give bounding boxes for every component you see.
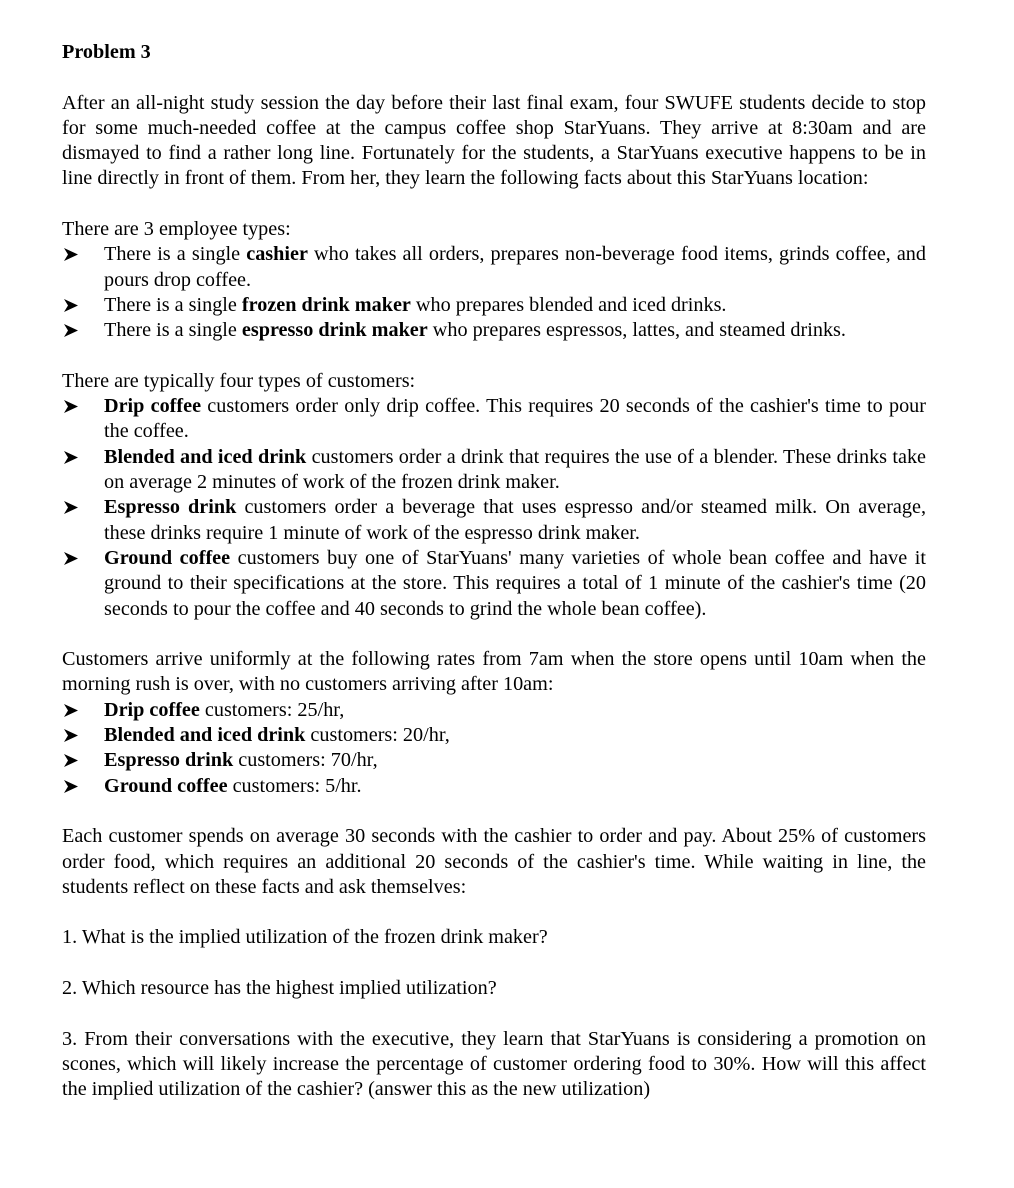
list-item: Ground coffee customers: 5/hr. (62, 774, 926, 799)
list-item: Espresso drink customers order a beverage that uses espresso and/or steamed milk. On average, these drinks require 1 minute of work of the espresso drink maker. (62, 495, 926, 546)
arrow-bullet-icon (64, 723, 84, 748)
question-3: 3. From their conversations with the executive, they learn that StarYuans is considering a promotion on scones, which will likely increase the percentage of customer ordering food to 30%. How will this affect the implied utilization of the cashier? (answer this as the new utilization) (62, 1027, 926, 1101)
arrow-bullet-icon (64, 445, 84, 470)
list-item: Espresso drink customers: 70/hr, (62, 748, 926, 773)
rates-heading: Customers arrive uniformly at the following rates from 7am when the store opens until 10am when the morning rush is over, with no customers arriving after 10am: (62, 648, 926, 696)
document (62, 40, 926, 1102)
arrow-bullet-icon (64, 394, 84, 419)
arrow-bullet-icon (64, 546, 84, 571)
question-2: 2. Which resource has the highest implied utilization? (62, 976, 497, 999)
arrow-bullet-icon (64, 774, 84, 799)
arrow-bullet-icon (64, 242, 84, 267)
cashier-paragraph: Each customer spends on average 30 seconds with the cashier to order and pay. About 25% of customers order food, which requires an additional 20 seconds of the cashier's time. While waiting in line, the students reflect on these facts and ask themselves: (62, 825, 926, 898)
list-item: There is a single espresso drink maker who prepares espressos, lattes, and steamed drinks. (62, 318, 926, 343)
list-item: Blended and iced drink customers: 20/hr, (62, 723, 926, 748)
arrow-bullet-icon (64, 698, 84, 723)
question-1: 1. What is the implied utilization of the frozen drink maker? (62, 926, 548, 949)
intro-paragraph: After an all-night study session the day before their last final exam, four SWUFE students decide to stop for some much-needed coffee at the campus coffee shop StarYuans. They arrive at 8:30am and are dismayed to find a rather long line. Fortunately for the students, a StarYuans executive happens to be in line directly in front of them. From her, they learn the following facts about this StarYuans location: (62, 91, 926, 190)
employees-heading: There are 3 employee types: (62, 218, 291, 241)
list-item: Ground coffee customers buy one of StarYuans' many varieties of whole bean coffee and have it ground to their specifications at the store. This requires a total of 1 minute of the cashier's time (20 seconds to pour the coffee and 40 seconds to grind the whole bean coffee). (62, 546, 926, 622)
problem-title: Problem 3 (62, 41, 151, 63)
list-item: Drip coffee customers: 25/hr, (62, 698, 926, 723)
list-item: Drip coffee customers order only drip coffee. This requires 20 seconds of the cashier's time to pour the coffee. (62, 394, 926, 445)
list-item: There is a single cashier who takes all orders, prepares non-beverage food items, grinds coffee, and pours drop coffee. (62, 242, 926, 293)
arrow-bullet-icon (64, 495, 84, 520)
arrow-bullet-icon (64, 748, 84, 773)
arrow-bullet-icon (64, 293, 84, 318)
customers-heading: There are typically four types of customers: (62, 369, 416, 392)
employee-list (62, 242, 926, 343)
list-item: Blended and iced drink customers order a drink that requires the use of a blender. These drinks take on average 2 minutes of work of the frozen drink maker. (62, 445, 926, 496)
customer-type-list (62, 394, 926, 622)
arrow-bullet-icon (64, 318, 84, 343)
list-item: There is a single frozen drink maker who prepares blended and iced drinks. (62, 293, 926, 318)
arrival-rate-list (62, 698, 926, 799)
